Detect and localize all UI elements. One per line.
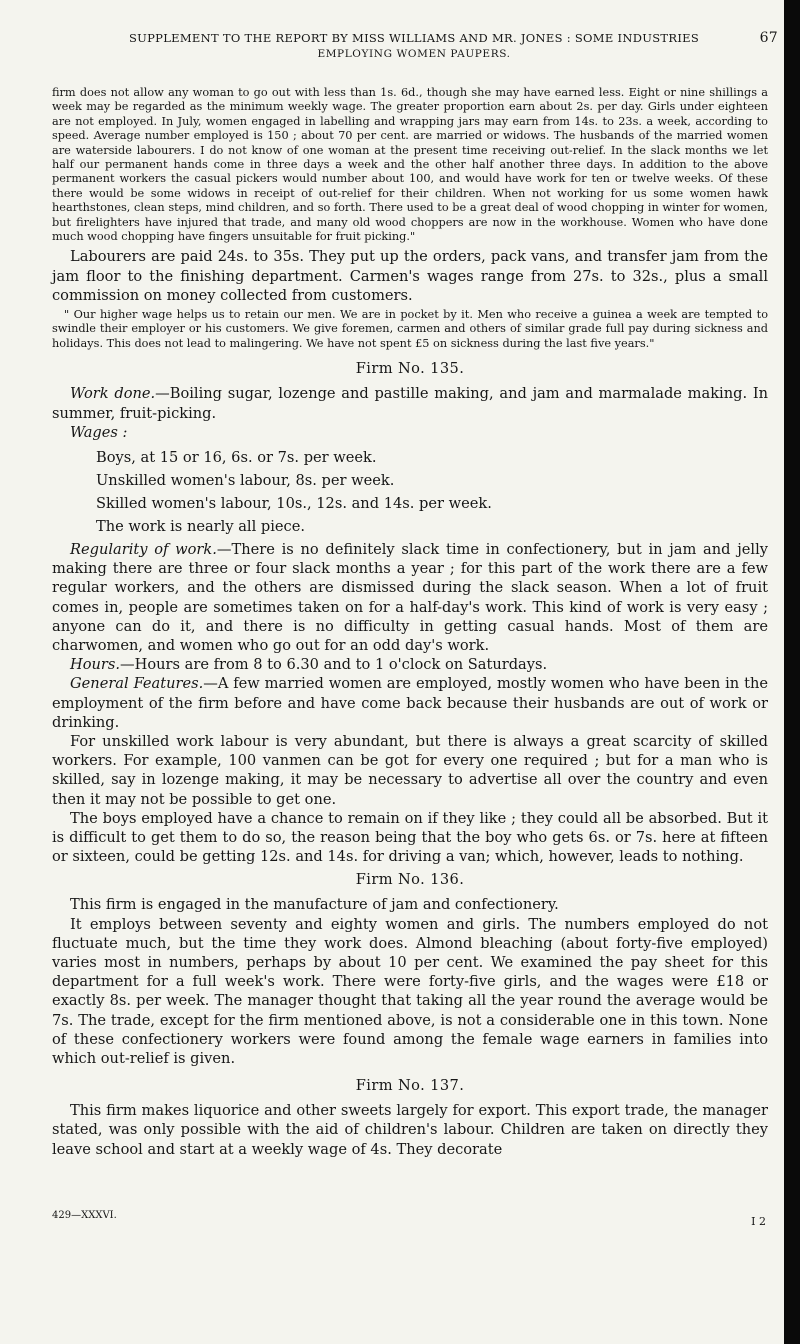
quote-paragraph-2: " Our higher wage helps us to retain our men. We are in pocket by it. Men who receive a guinea a week are tempted to swindle their employer or his customers. We give foremen, carmen and others of similar grade full pay during sickness and holidays. This does not lead to malingering. We have not spent £5 on sickness during the last five years."	[52, 308, 768, 350]
wages-item: The work is nearly all piece.	[96, 517, 305, 535]
firm-136-heading: Firm No. 136.	[355, 871, 465, 889]
general-features-text: —A few married women are employed, mostly women who have been in the employment of the firm before and have come back because their husbands are out of work or drinking.	[52, 675, 768, 731]
firm-137-paragraph-1: This firm makes liquorice and other sweets largely for export. This export trade, the manager stated, was only possible with the aid of children's labour. Children are taken on directly they leave school and start at a weekly wage of 4s. They decorate	[52, 1102, 768, 1158]
wages-label: Wages :	[70, 423, 128, 441]
wages-item: Boys, at 15 or 16, 6s. or 7s. per week.	[96, 448, 377, 466]
firm-137-heading: Firm No. 137.	[355, 1077, 465, 1095]
quote-paragraph-1: firm does not allow any woman to go out with less than 1s. 6d., though she may have earned less. Eight or nine shillings a week may be regarded as the minimum weekly wage. The greater proportion earn about 2s. per day. Girls under eighteen are not employed. In July, women engaged in labelling and wrapping jars may earn from 14s. to 23s. a week, according to speed. Average number employed is 150 ; about 70 per cent. are married or widows. The husbands of the married women are waterside labourers. I do not know of one woman at the present time receiving out-relief. In the slack months we let half our permanent hands come in three days a week and the other half another three days. In addition to the above permanent workers the casual pickers would number about 100, and would have work for ten or twelve weeks. Of these there would be some widows in receipt of out-relief for their children. When not working for us some women hawk hearthstones, clean steps, mind children, and so forth. There used to be a great deal of wood chopping in winter for women, but firelighters have injured that trade, and many old wood choppers are now in the workhouse. Women who have done much wood chopping have fingers unsuitable for fruit picking."	[52, 86, 768, 244]
work-done-text: —Boiling sugar, lozenge and pastille making, and jam and marmalade making. In summer, fruit-picking.	[52, 385, 768, 422]
firm-135-boys-paragraph: The boys employed have a chance to remain on if they like ; they could all be absorbed. But it is difficult to get them to do so, the reason being that the boy who gets 6s. or 7s. here at fifteen or sixteen, could be getting 12s. and 14s. for driving a van; which, however, leads to nothing.	[52, 809, 768, 866]
running-subtitle: EMPLOYING WOMEN PAUPERS.	[317, 48, 511, 60]
work-done-label: Work done.	[70, 385, 156, 403]
firm-136-paragraph-2: It employs between seventy and eighty women and girls. The numbers employed do not fluctuate much, but the time they work does. Almond bleaching (about forty-five employed) varies most in numbers, perhaps by about 10 per cent. We examined the pay sheet for this department for a full week's work. There were forty-five girls, and the wages were £18 or exactly 8s. per week. The manager thought that taking all the year round the average would be 7s. The trade, except for the firm mentioned above, is not a considerable one in this town. None of these confectionery workers were found among the female wage earners in families into which out-relief is given.	[52, 915, 768, 1067]
wages-list	[96, 446, 768, 538]
firm-135-general-features	[52, 674, 768, 732]
hours-label: Hours.	[70, 656, 121, 674]
general-features-label: General Features.	[70, 675, 204, 693]
firm-135-heading: Firm No. 135.	[355, 360, 465, 378]
page-footer	[52, 1210, 768, 1228]
running-header	[50, 30, 778, 62]
firm-135-hours	[52, 655, 768, 674]
regularity-text: —There is no definitely slack time in confectionery, but in jam and jelly making there are three or four slack months a year ; for this part of the work there are a few regular workers, and the others are dismissed during the slack season. When a lot of fruit comes in, people are sometimes taken on for a half-day's work. This kind of work is very easy ; anyone can do it, and there is no difficulty in getting casual hands. Most of them are charwomen, and women who go out for an odd day's work.	[52, 540, 768, 654]
firm-135-unskilled-paragraph: For unskilled work labour is very abundant, but there is always a great scarcity of skilled workers. For example, 100 vanmen can be got for every one required ; but for a man who is skilled, say in lozenge making, it may be necessary to advertise all over the country and even then it may not be possible to get one.	[52, 732, 768, 808]
page-number: 67	[759, 30, 778, 46]
signature-mark: I 2	[751, 1215, 766, 1228]
print-mark: 429—XXXVI.	[52, 1210, 117, 1221]
regularity-label: Regularity of work.	[70, 540, 217, 558]
running-title: SUPPLEMENT TO THE REPORT BY MISS WILLIAMS AND MR. JONES : SOME INDUSTRIES	[128, 31, 700, 45]
wages-item: Unskilled women's labour, 8s. per week.	[96, 471, 395, 489]
hours-text: —Hours are from 8 to 6.30 and to 1 o'clock on Saturdays.	[120, 656, 548, 674]
firm-135-regularity	[52, 540, 768, 655]
running-title-line	[50, 30, 778, 46]
firm-135-work-done	[52, 384, 768, 422]
wages-item: Skilled women's labour, 10s., 12s. and 14s. per week.	[96, 494, 492, 512]
paragraph-labourers: Labourers are paid 24s. to 35s. They put up the orders, pack vans, and transfer jam from the jam floor to the finishing department. Carmen's wages range from 27s. to 32s., plus a small commission on money collected from customers.	[52, 248, 768, 304]
firm-136-paragraph-1: This firm is engaged in the manufacture of jam and confectionery.	[70, 896, 559, 914]
book-spine-edge	[784, 0, 800, 1344]
text-column	[52, 86, 768, 1159]
